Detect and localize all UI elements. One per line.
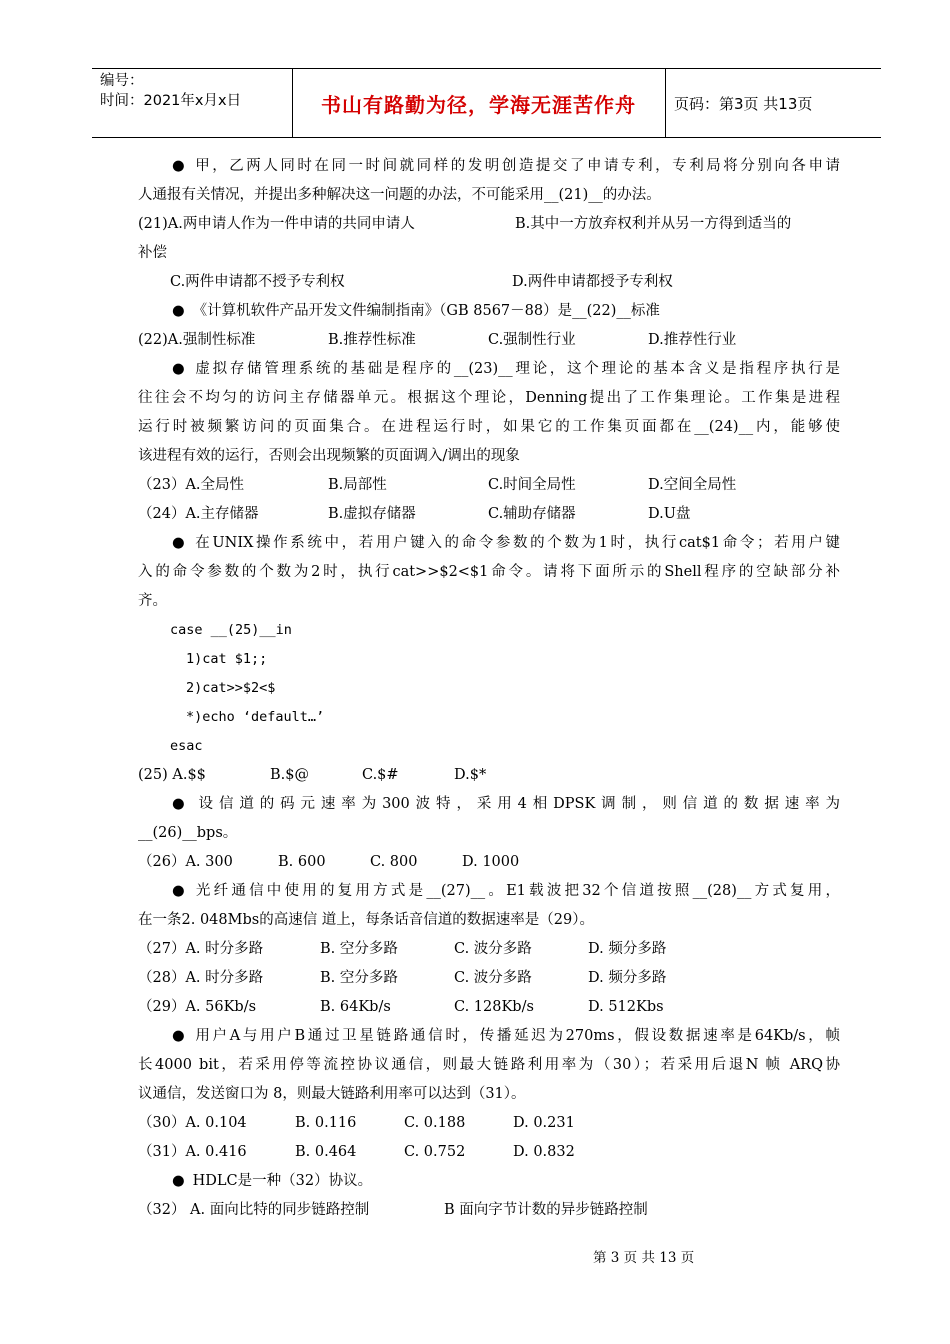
code-line: case __(25)__in: [170, 622, 292, 638]
header-meta: [100, 71, 241, 111]
option-row: [138, 268, 840, 297]
option-row: [138, 964, 840, 993]
option-c: C. 波分多路: [454, 970, 532, 986]
option-a: （28）A. 时分多路: [138, 970, 264, 986]
question-stem: 运行时被频繁访问的页面集合。在进程运行时，如果它的工作集页面都在__(24)__内，能够使: [138, 419, 840, 435]
question-stem: ● 设信道的码元速率为300波特，采用4相DPSK调制，则信道的数据速率为: [172, 796, 840, 812]
id-label: 编号：: [100, 73, 144, 89]
option-row: [138, 1109, 840, 1138]
option-d: D. 0.231: [513, 1115, 575, 1131]
option-a: （26）A. 300: [138, 854, 233, 870]
option-row: [138, 1196, 840, 1225]
option-b: B. 空分多路: [320, 941, 398, 957]
option-c: C.时间全局性: [488, 477, 576, 493]
question-stem: 入的命令参数的个数为2时，执行cat>>$2<$1命令。请将下面所示的Shell程序的空缺部分补: [138, 564, 840, 580]
option-b: B.局部性: [328, 477, 387, 493]
option-d: D. 频分多路: [588, 970, 667, 986]
code-line: esac: [170, 738, 203, 754]
option-c: C. 0.188: [404, 1115, 466, 1131]
option-row: [138, 761, 840, 790]
option-a: (25) A.$$: [138, 767, 206, 783]
option-a: （24）A.主存储器: [138, 506, 259, 522]
option-a: (22)A.强制性标准: [138, 332, 256, 348]
question-stem: 齐。: [138, 593, 167, 609]
bullet-icon: ●: [172, 1173, 185, 1189]
footer-page-number: 第 3 页 共 13 页: [593, 1250, 695, 1266]
option-b: B.虚拟存储器: [328, 506, 416, 522]
bullet-icon: ●: [172, 158, 188, 174]
option-b: B. 0.464: [295, 1144, 357, 1160]
option-row: [138, 993, 840, 1022]
bullet-icon: ●: [172, 883, 188, 899]
option-b: B. 600: [278, 854, 326, 870]
option-row: [138, 210, 840, 239]
question-stem: 该进程有效的运行，否则会出现频繁的页面调入/调出的现象: [138, 448, 520, 464]
option-b: B.推荐性标准: [328, 332, 416, 348]
question-stem: ● 用户A与用户B通过卫星链路通信时，传播延迟为270ms，假设数据速率是64Kb/s，帧: [172, 1028, 840, 1044]
code-line: 2)cat>>$2<$: [186, 680, 276, 696]
option-b: B.$@: [270, 767, 309, 783]
code-line: 1)cat $1;;: [186, 651, 268, 667]
option-d: D. 0.832: [513, 1144, 575, 1160]
bullet-icon: ●: [172, 796, 191, 812]
option-b: B. 64Kb/s: [320, 999, 391, 1015]
option-d: D.U盘: [648, 506, 691, 522]
bullet-icon: ●: [172, 1028, 188, 1044]
question-stem: ● 光纤通信中使用的复用方式是__(27)__。E1载波把32个信道按照__(28)__方式复用，: [172, 883, 840, 899]
question-stem: ● HDLC是一种（32）协议。: [172, 1173, 373, 1189]
bullet-icon: ●: [172, 303, 185, 319]
option-d: D. 1000: [462, 854, 520, 870]
option-c: C.强制性行业: [488, 332, 576, 348]
option-a: （32） A. 面向比特的同步链路控制: [138, 1202, 370, 1218]
option-b-continued: 补偿: [138, 245, 167, 261]
option-d: D.$*: [454, 767, 487, 783]
option-d: D. 512Kbs: [588, 999, 664, 1015]
option-row: [138, 326, 840, 355]
option-a: （30）A. 0.104: [138, 1115, 247, 1131]
option-d: D.推荐性行业: [648, 332, 737, 348]
option-a: （31）A. 0.416: [138, 1144, 247, 1160]
option-b: B. 空分多路: [320, 970, 398, 986]
question-stem: __(26)__bps。: [138, 825, 238, 841]
option-b: B. 0.116: [295, 1115, 357, 1131]
header-motto: 书山有路勤为径，学海无涯苦作舟: [321, 92, 636, 117]
option-c: C. 0.752: [404, 1144, 466, 1160]
time-label: 时间：2021年x月x日: [100, 93, 242, 109]
question-stem: 议通信，发送窗口为 8，则最大链路利用率可以达到（31）。: [138, 1086, 526, 1102]
option-d: D.两件申请都授予专利权: [512, 274, 673, 290]
option-c: C.辅助存储器: [488, 506, 576, 522]
question-stem: ● 虚拟存储管理系统的基础是程序的__(23)__理论，这个理论的基本含义是指程序执行是: [172, 361, 840, 377]
option-row: [138, 471, 840, 500]
option-row: [138, 1138, 840, 1167]
question-stem: ● 在UNIX操作系统中，若用户键入的命令参数的个数为1时，执行cat$1命令；若用户键: [172, 535, 840, 551]
question-stem: 在一条2. 048Mbs的高速信 道上，每条话音信道的数据速率是（29）。: [138, 912, 594, 928]
question-stem: 人通报有关情况，并提出多种解决这一问题的办法，不可能采用__(21)__的办法。: [138, 187, 661, 203]
option-a: （27）A. 时分多路: [138, 941, 264, 957]
option-a: (21)A.两申请人作为一件申请的共同申请人: [138, 216, 415, 232]
option-a: （23）A.全局性: [138, 477, 245, 493]
option-c: C. 800: [370, 854, 418, 870]
question-stem: 长4000 bit，若采用停等流控协议通信，则最大链路利用率为（30）；若采用后退N 帧 ARQ协: [138, 1057, 840, 1073]
header-divider: [665, 69, 666, 137]
option-a: （29）A. 56Kb/s: [138, 999, 257, 1015]
option-c: C.$#: [362, 767, 399, 783]
option-b: B 面向字节计数的异步链路控制: [444, 1202, 648, 1218]
option-d: D.空间全局性: [648, 477, 737, 493]
option-row: [138, 500, 840, 529]
question-stem: ● 甲，乙两人同时在同一时间就同样的发明创造提交了申请专利，专利局将分别向各申请: [172, 158, 840, 174]
bullet-icon: ●: [172, 361, 188, 377]
header-page-number: 页码：第3页 共13页: [674, 94, 813, 113]
code-line: *)echo ‘default…’: [186, 709, 325, 725]
option-row: [138, 848, 840, 877]
page-header: [92, 68, 881, 138]
option-d: D. 频分多路: [588, 941, 667, 957]
option-row: [138, 935, 840, 964]
option-b: B.其中一方放弃权利并从另一方得到适当的: [515, 216, 792, 232]
exam-content: [138, 152, 840, 1225]
option-c: C. 波分多路: [454, 941, 532, 957]
option-c: C. 128Kb/s: [454, 999, 534, 1015]
question-stem: 往往会不均匀的访问主存储器单元。根据这个理论，Denning提出了工作集理论。工作集是进程: [138, 390, 840, 406]
option-c: C.两件申请都不授予专利权: [170, 274, 345, 290]
bullet-icon: ●: [172, 535, 188, 551]
question-stem: ● 《计算机软件产品开发文件编制指南》（GB 8567－88）是__(22)__标准: [172, 303, 660, 319]
